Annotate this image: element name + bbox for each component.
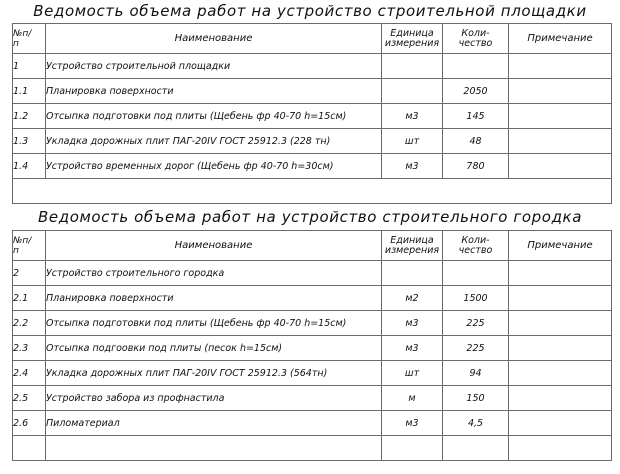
header-number-line1: №п/ — [13, 235, 32, 246]
table-row — [13, 311, 612, 336]
header-quantity-line2: чество — [458, 37, 493, 49]
row-note — [509, 386, 612, 411]
row-quantity — [443, 261, 509, 286]
row-name: Отсыпка подгоовки под плиты (песок h=15см) — [46, 336, 382, 361]
row-unit — [382, 179, 443, 204]
row-unit — [382, 79, 443, 104]
row-number: 1.4 — [13, 154, 46, 179]
header-unit-line1: Единица — [390, 234, 434, 246]
row-quantity — [443, 179, 509, 204]
row-quantity: 150 — [443, 386, 509, 411]
row-unit — [382, 261, 443, 286]
row-quantity: 145 — [443, 104, 509, 129]
table-row — [13, 336, 612, 361]
row-unit: м3 — [382, 154, 443, 179]
row-quantity: 48 — [443, 129, 509, 154]
row-unit: м3 — [382, 411, 443, 436]
row-name: Планировка поверхности — [46, 286, 382, 311]
row-note — [509, 179, 612, 204]
row-name: Устройство временных дорог (Щебень фр 40-70 h=30см) — [46, 154, 382, 179]
row-note — [509, 411, 612, 436]
header-note: Примечание — [509, 231, 612, 261]
construction-camp-title: Ведомость объема работ на устройство строительного городка — [38, 208, 582, 226]
row-note — [509, 104, 612, 129]
header-number-line2: п — [13, 245, 19, 256]
row-name: Отсыпка подготовки под плиты (Щебень фр 40-70 h=15см) — [46, 311, 382, 336]
header-quantity-line1: Коли- — [461, 27, 490, 39]
row-number: 2 — [13, 261, 46, 286]
row-name — [46, 436, 382, 461]
row-note — [509, 436, 612, 461]
construction-site-title: Ведомость объема работ на устройство строительной площадки — [33, 2, 587, 20]
header-unit-line2: измерения — [384, 244, 440, 256]
row-number: 2.3 — [13, 336, 46, 361]
row-note — [509, 54, 612, 79]
row-unit: шт — [382, 129, 443, 154]
row-unit: м3 — [382, 104, 443, 129]
header-quantity-line1: Коли- — [461, 234, 490, 246]
table-row — [13, 386, 612, 411]
row-note — [509, 336, 612, 361]
header-number-line2: п — [13, 38, 19, 49]
row-name: Устройство строительной площадки — [46, 54, 382, 79]
header-quantity — [443, 24, 509, 54]
row-number: 1.2 — [13, 104, 46, 129]
construction-camp-table — [12, 230, 612, 461]
row-quantity: 4,5 — [443, 411, 509, 436]
row-number: 2.4 — [13, 361, 46, 386]
row-quantity: 780 — [443, 154, 509, 179]
row-name: Планировка поверхности — [46, 79, 382, 104]
row-name: Укладка дорожных плит ПАГ-20IV ГОСТ 25912.3 (564тн) — [46, 361, 382, 386]
row-number: 2.1 — [13, 286, 46, 311]
header-unit-line1: Единица — [390, 27, 434, 39]
table-row — [13, 154, 612, 179]
table-row — [13, 54, 612, 79]
row-note — [509, 129, 612, 154]
row-quantity: 225 — [443, 311, 509, 336]
row-note — [509, 311, 612, 336]
row-number: 1.3 — [13, 129, 46, 154]
row-number — [13, 436, 46, 461]
row-number: 1 — [13, 54, 46, 79]
header-unit — [382, 24, 443, 54]
row-note — [509, 261, 612, 286]
row-name: Устройство забора из профнастила — [46, 386, 382, 411]
header-note: Примечание — [509, 24, 612, 54]
row-quantity: 225 — [443, 336, 509, 361]
row-name: Пиломатериал — [46, 411, 382, 436]
table-row-empty — [13, 179, 612, 204]
row-unit: м — [382, 386, 443, 411]
header-unit — [382, 231, 443, 261]
row-number: 2.2 — [13, 311, 46, 336]
header-quantity-line2: чество — [458, 244, 493, 256]
row-quantity: 94 — [443, 361, 509, 386]
row-quantity: 1500 — [443, 286, 509, 311]
row-number: 1.1 — [13, 79, 46, 104]
header-number-line1: №п/ — [13, 28, 32, 39]
table-row — [13, 104, 612, 129]
row-unit: шт — [382, 361, 443, 386]
header-name: Наименование — [46, 24, 382, 54]
row-note — [509, 154, 612, 179]
row-quantity: 2050 — [443, 79, 509, 104]
row-unit: м2 — [382, 286, 443, 311]
row-unit — [382, 436, 443, 461]
row-quantity — [443, 436, 509, 461]
row-note — [509, 286, 612, 311]
header-quantity — [443, 231, 509, 261]
table-row — [13, 79, 612, 104]
row-unit: м3 — [382, 336, 443, 361]
row-name: Отсыпка подготовки под плиты (Щебень фр 40-70 h=15см) — [46, 104, 382, 129]
header-number — [13, 231, 46, 261]
header-name: Наименование — [46, 231, 382, 261]
row-name — [46, 179, 382, 204]
table-row — [13, 261, 612, 286]
row-name: Устройство строительного городка — [46, 261, 382, 286]
row-name: Укладка дорожных плит ПАГ-20IV ГОСТ 25912.3 (228 тн) — [46, 129, 382, 154]
row-note — [509, 79, 612, 104]
row-quantity — [443, 54, 509, 79]
row-number: 2.6 — [13, 411, 46, 436]
table-row — [13, 411, 612, 436]
table-row-empty — [13, 436, 612, 461]
table-header-row — [13, 231, 612, 261]
header-number — [13, 24, 46, 54]
table-row — [13, 129, 612, 154]
row-number — [13, 179, 46, 204]
table-row — [13, 286, 612, 311]
row-unit — [382, 54, 443, 79]
table-header-row — [13, 24, 612, 54]
row-number: 2.5 — [13, 386, 46, 411]
construction-site-table — [12, 23, 612, 204]
header-unit-line2: измерения — [384, 37, 440, 49]
row-note — [509, 361, 612, 386]
row-unit: м3 — [382, 311, 443, 336]
table-row — [13, 361, 612, 386]
